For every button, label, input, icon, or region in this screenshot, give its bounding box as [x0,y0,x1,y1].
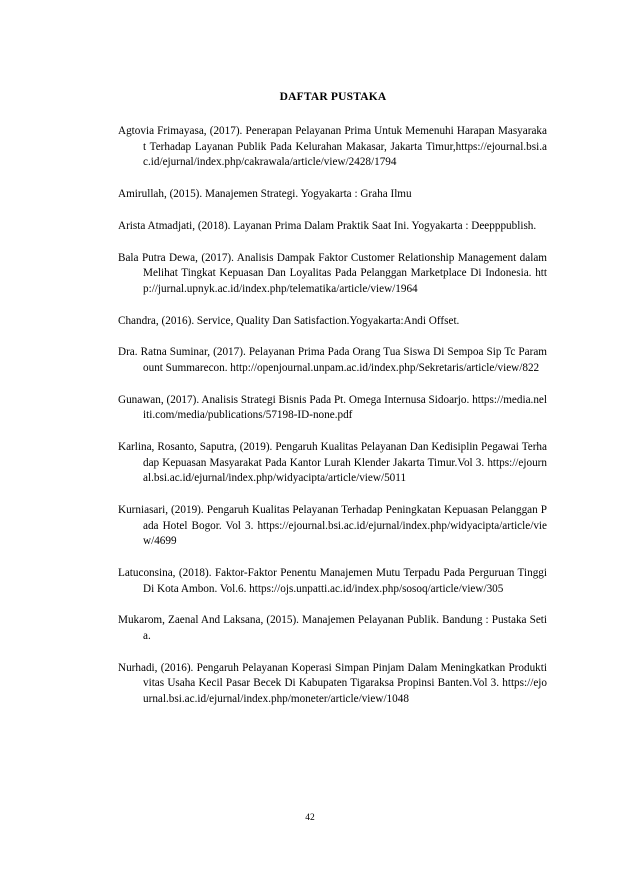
reference-entry: Latuconsina, (2018). Faktor-Faktor Penentu Manajemen Mutu Terpadu Pada Perguruan Tinggi Di Kota Ambon. Vol.6. https://ojs.unpatti.ac.id/index.php/sosoq/article/view/305 [118,566,547,595]
reference-entry: Chandra, (2016). Service, Quality Dan Satisfaction.Yogyakarta:Andi Offset. [118,314,460,327]
reference-list [118,124,547,724]
reference-entry: Gunawan, (2017). Analisis Strategi Bisnis Pada Pt. Omega Internusa Sidoarjo. https://media.neliti.com/media/publications/57198-ID-none.pdf [118,393,547,422]
reference-entry: Agtovia Frimayasa, (2017). Penerapan Pelayanan Prima Untuk Memenuhi Harapan Masyarakat Terhadap Layanan Publik Pada Kelurahan Makasar, Jakarta Timur,https://ejournal.bsi.ac.id/ejurnal/index.php/cakrawala/article/view/2428/1794 [118,125,547,169]
reference-entry: Karlina, Rosanto, Saputra, (2019). Pengaruh Kualitas Pelayanan Dan Kedisiplin Pegawai Terhadap Kepuasan Masyarakat Pada Kantor Lurah Klender Jakarta Timur.Vol 3. https://ejournal.bsi.ac.id/ejurnal/index.php/widyacipta/article/view/5011 [118,441,547,485]
reference-entry: Dra. Ratna Suminar, (2017). Pelayanan Prima Pada Orang Tua Siswa Di Sempoa Sip Tc Paramount Summarecon. http://openjournal.unpam.ac.id/index.php/Sekretaris/article/view/822 [118,346,547,374]
reference-entry: Nurhadi, (2016). Pengaruh Pelayanan Koperasi Simpan Pinjam Dalam Meningkatkan Produktivitas Usaha Kecil Pasar Becek Di Kabupaten Tigaraksa Propinsi Banten.Vol 3. https://ejournal.bsi.ac.id/ejurnal/index.php/moneter/article/view/1048 [118,661,547,705]
reference-entry: Kurniasari, (2019). Pengaruh Kualitas Pelayanan Terhadap Peningkatan Kepuasan Pelanggan Pada Hotel Bogor. Vol 3. https://ejournal.bsi.ac.id/ejurnal/index.php/widyacipta/article/view/4699 [118,504,547,548]
reference-entry: Mukarom, Zaenal And Laksana, (2015). Manajemen Pelayanan Publik. Bandung : Pustaka Setia. [118,614,547,642]
reference-entry: Amirullah, (2015). Manajemen Strategi. Yogyakarta : Graha Ilmu [118,187,412,200]
reference-entry: Arista Atmadjati, (2018). Layanan Prima Dalam Praktik Saat Ini. Yogyakarta : Deepppublish. [118,219,537,232]
reference-entry: Bala Putra Dewa, (2017). Analisis Dampak Faktor Customer Relationship Management dalam Melihat Tingkat Kepuasan Dan Loyalitas Pada Pelanggan Marketplace Di Indonesia. http://jurnal.upnyk.ac.id/index.php/telematika/article/view/1964 [118,251,547,295]
page-number: 42 [305,813,315,823]
page-title: DAFTAR PUSTAKA [279,91,387,103]
